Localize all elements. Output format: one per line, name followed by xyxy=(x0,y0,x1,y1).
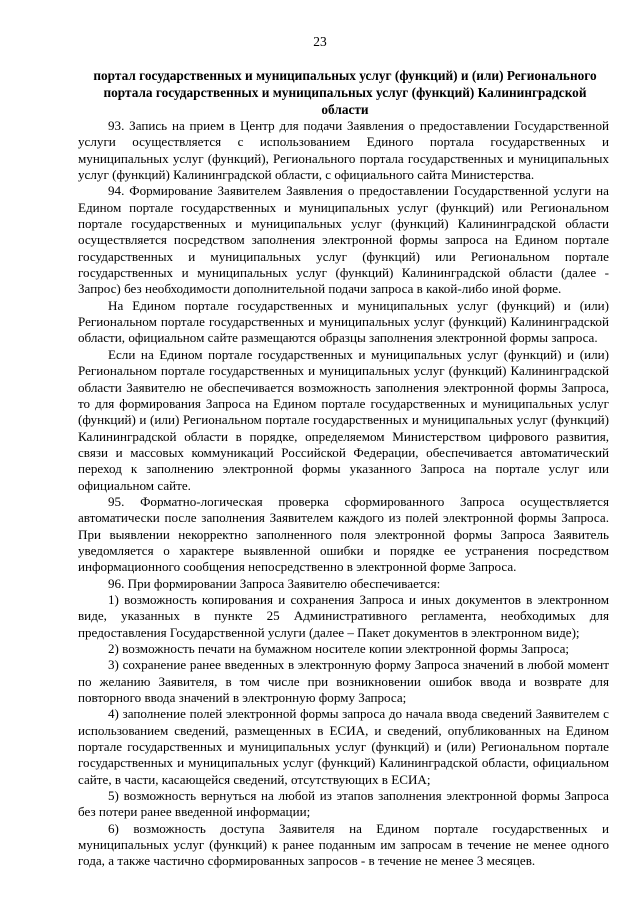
list-item-6: 6) возможность доступа Заявителя на Едином портале государственных и муниципальных услуг (функций) к ранее поданным им запросам в течение не менее одного года, а также частично сформированных запросов - в течение не менее 3 месяцев. xyxy=(78,820,609,869)
paragraph-95: 95. Форматно-логическая проверка сформированного Запроса осуществляется автоматически после заполнения Заявителем каждого из полей электронной формы Запроса. При выявлении некорректно заполненного поля электронной формы Запроса Заявитель уведомляется о характере выявленной ошибки и порядке ее устранения посредством информационного сообщения непосредственно в электронной форме Запроса. xyxy=(78,493,609,575)
list-item-5: 5) возможность вернуться на любой из этапов заполнения электронной формы Запроса без потери ранее введенной информации; xyxy=(78,788,609,820)
paragraph-94-samples: На Едином портале государственных и муниципальных услуг (функций) и (или) Региональном портале государственных и муниципальных услуг (функций) Калининградской области, официальном сайте размещаются образцы заполнения электронной формы запроса. xyxy=(78,297,609,346)
list-item-4: 4) заполнение полей электронной формы запроса до начала ввода сведений Заявителем с использованием сведений, размещенных в ЕСИА, и сведений, опубликованных на Едином портале государственных и муниципальных услуг (функций) и (или) Региональном портале государственных и муниципальных услуг (функций) Калининградской области, официальном сайте, в части, касающейся сведений, отсутствующих в ЕСИА; xyxy=(78,706,609,787)
page-number: 23 xyxy=(313,34,327,49)
paragraph-93: 93. Запись на прием в Центр для подачи Заявления о предоставлении Государственной услуги осуществляется с использованием Единого портала государственных и муниципальных услуг (функций), Регионального портала государственных и муниципальных услуг (функций) Калининградской области, с официального сайта Министерства. xyxy=(78,118,609,183)
list-item-3: 3) сохранение ранее введенных в электронную форму Запроса значений в любой момент по желанию Заявителя, в том числе при возникновении ошибок ввода и возврате для повторного ввода значений в электронную форму Запроса; xyxy=(78,657,609,706)
section-heading-line-1: портал государственных и муниципальных услуг (функций) и (или) Регионального xyxy=(93,68,597,83)
paragraph-94: 94. Формирование Заявителем Заявления о предоставлении Государственной услуги на Едином портале государственных и муниципальных услуг (функций) или Региональном портале государственных и муниципальных услуг (функций) Калининградской области осуществляется посредством заполнения электронной формы запроса на Едином портале государственных и муниципальных услуг (функций) или Региональном портале государственных и муниципальных услуг (функций) Калининградской области (далее - Запрос) без необходимости дополнительной подачи запроса в какой-либо иной форме. xyxy=(78,183,609,297)
body-text xyxy=(78,118,609,870)
section-heading xyxy=(80,67,610,118)
paragraph-94-fallback: Если на Едином портале государственных и муниципальных услуг (функций) и (или) Региональном портале государственных и муниципальных услуг (функций) Калининградской области Заявителю не обеспечивается возможность заполнения электронной формы Запроса, то для формирования Запроса на Едином портале государственных и муниципальных услуг (функций) и (или) Региональном портале государственных и муниципальных услуг (функций) Калининградской области в порядке, определяемом Министерством цифрового развития, связи и массовых коммуникаций Российской Федерации, обеспечивается автоматический переход к заполнению электронной формы указанного Запроса на портале услуг или официальном сайте. xyxy=(78,346,609,493)
paragraph-96: 96. При формировании Запроса Заявителю обеспечивается: xyxy=(108,575,441,591)
list-item-2: 2) возможность печати на бумажном носителе копии электронной формы Запроса; xyxy=(108,641,570,656)
list-item-1: 1) возможность копирования и сохранения Запроса и иных документов в электронном виде, указанных в пункте 25 Административного регламента, необходимых для предоставления Государственной услуги (далее – Пакет документов в электронном виде); xyxy=(78,591,609,640)
section-heading-line-2: портала государственных и муниципальных услуг (функций) Калининградской области xyxy=(103,85,587,117)
